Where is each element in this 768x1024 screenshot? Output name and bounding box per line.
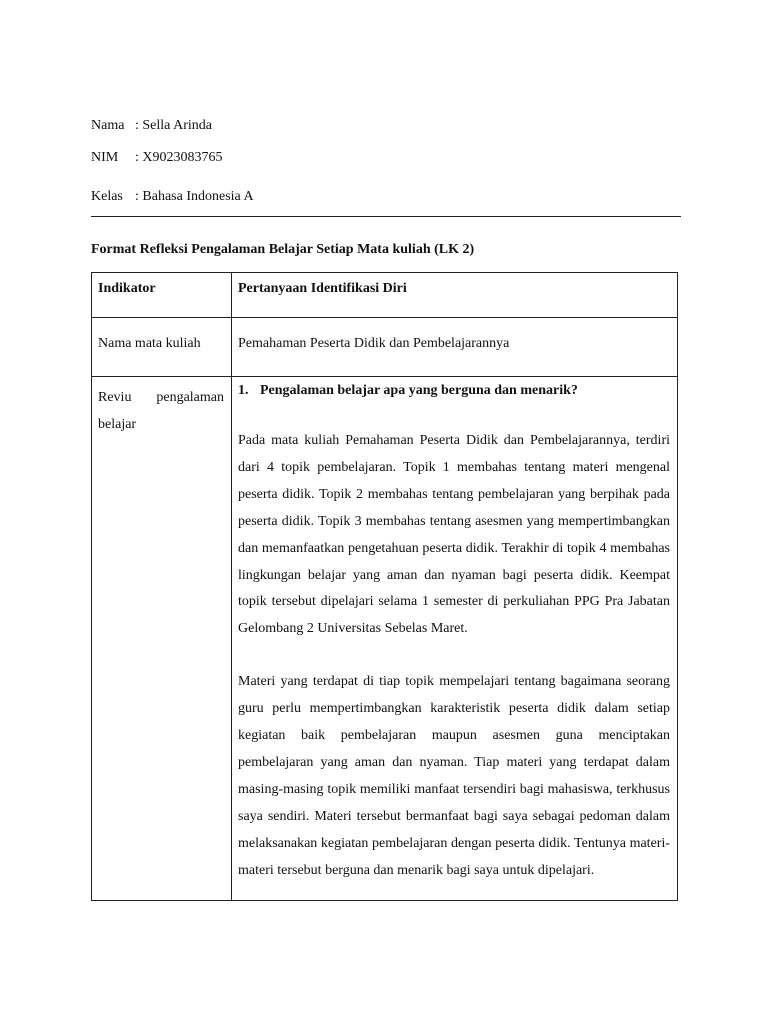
reviu-label-line2: belajar [98,417,137,432]
table-header-row [92,273,678,318]
row-content-reviu [232,377,678,901]
row-value-mata-kuliah: Pemahaman Peserta Didik dan Pembelajarannya [232,318,678,377]
row-label-mata-kuliah: Nama mata kuliah [92,318,232,377]
question-number: 1. [238,383,249,398]
kelas-line [91,188,254,206]
reflection-table [91,272,678,901]
table-row [92,377,678,901]
table-row [92,318,678,377]
nama-line [91,117,212,135]
kelas-label: Kelas [91,189,123,204]
question-heading [238,382,670,400]
question-text: Pengalaman belajar apa yang berguna dan menarik? [260,383,578,398]
header-divider [91,216,681,217]
row-label-reviu [92,377,232,901]
header-pertanyaan: Pertanyaan Identifikasi Diri [232,273,678,318]
answer-paragraph-2: Materi yang terdapat di tiap topik mempelajari tentang bagaimana seorang guru perlu mempertimbangkan karakteristik peserta didik dalam setiap kegiatan baik pembelajaran maupun asesmen guna menciptakan pembelajaran yang aman dan nyaman. Tiap materi yang terdapat dalam masing-masing topik memiliki manfaat tersendiri bagi mahasiswa, terkhusus saya sendiri. Materi tersebut bermanfaat bagi saya sebagai pedoman dalam melaksanakan kegiatan pembelajaran dengan peserta didik. Tentunya materi-materi tersebut berguna dan menarik bagi saya untuk dipelajari. [238,674,670,878]
nim-label: NIM [91,150,119,165]
nim-value: : X9023083765 [135,150,223,165]
header-indikator: Indikator [92,273,232,318]
document-title: Format Refleksi Pengalaman Belajar Setiap Mata kuliah (LK 2) [91,242,475,257]
reviu-label-line1: Reviu pengalaman [98,390,224,405]
nama-label: Nama [91,118,125,133]
nama-value: : Sella Arinda [135,118,212,133]
kelas-value: : Bahasa Indonesia A [135,189,254,204]
answer-paragraph-1: Pada mata kuliah Pemahaman Peserta Didik dan Pembelajarannya, terdiri dari 4 topik pembelajaran. Topik 1 membahas tentang materi mengenal peserta didik. Topik 2 membahas tentang pembelajaran yang berpihak pada peserta didik. Topik 3 membahas tentang asesmen yang mempertimbangkan dan memanfaatkan pengetahuan peserta didik. Terakhir di topik 4 membahas lingkungan belajar yang aman dan nyaman bagi peserta didik. Keempat topik tersebut dipelajari selama 1 semester di perkuliahan PPG Pra Jabatan Gelombang 2 Universitas Sebelas Maret. [238,433,670,637]
nim-line [91,149,223,167]
